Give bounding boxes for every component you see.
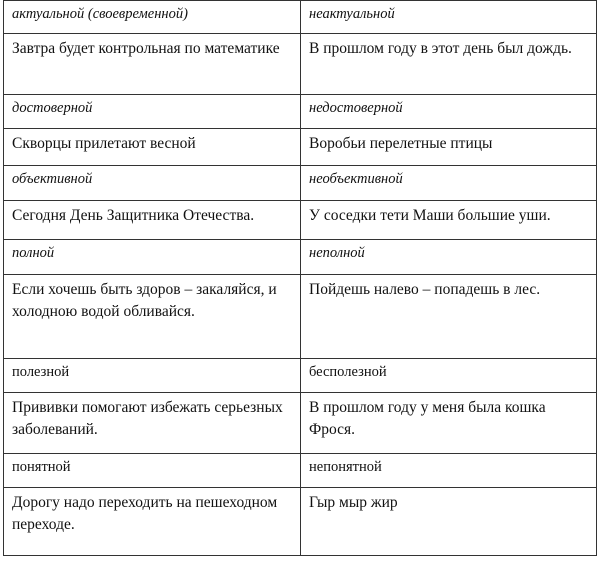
example-cell: Воробьи перелетные птицы — [301, 129, 597, 166]
example-cell: Прививки помогают избежать серьезных заболеваний. — [4, 393, 301, 454]
table-row — [4, 240, 597, 275]
example-cell: Гыр мыр жир — [301, 488, 597, 556]
category-cell-useless: бесполезной — [301, 359, 597, 393]
table-row — [4, 359, 597, 393]
example-cell: В прошлом году у меня была кошка Фрося. — [301, 393, 597, 454]
table-row — [4, 393, 597, 454]
category-cell-complete: полной — [4, 240, 301, 275]
table-row — [4, 201, 597, 240]
table-row — [4, 34, 597, 95]
category-cell-clear: понятной — [4, 454, 301, 488]
category-cell-subjective: необъективной — [301, 166, 597, 201]
table-row — [4, 275, 597, 359]
category-cell-useful: полезной — [4, 359, 301, 393]
table-row — [4, 454, 597, 488]
table-row — [4, 1, 597, 34]
example-cell: Сегодня День Защитника Отечества. — [4, 201, 301, 240]
category-cell-irrelevant: неактуальной — [301, 1, 597, 34]
example-cell: Завтра будет контрольная по математике — [4, 34, 301, 95]
category-cell-unclear: непонятной — [301, 454, 597, 488]
table-row — [4, 95, 597, 129]
example-cell: Пойдешь налево – попадешь в лес. — [301, 275, 597, 359]
category-cell-incomplete: неполной — [301, 240, 597, 275]
example-cell: Скворцы прилетают весной — [4, 129, 301, 166]
category-cell-reliable: достоверной — [4, 95, 301, 129]
example-cell: В прошлом году в этот день был дождь. — [301, 34, 597, 95]
table-row — [4, 166, 597, 201]
category-cell-objective: объективной — [4, 166, 301, 201]
category-cell-unreliable: недостоверной — [301, 95, 597, 129]
example-cell: Если хочешь быть здоров – закаляйся, и холодною водой обливайся. — [4, 275, 301, 359]
example-cell: Дорогу надо переходить на пешеходном переходе. — [4, 488, 301, 556]
information-types-table — [3, 0, 597, 556]
category-cell-relevant: актуальной (своевременной) — [4, 1, 301, 34]
example-cell: У соседки тети Маши большие уши. — [301, 201, 597, 240]
table-row — [4, 129, 597, 166]
table-row — [4, 488, 597, 556]
